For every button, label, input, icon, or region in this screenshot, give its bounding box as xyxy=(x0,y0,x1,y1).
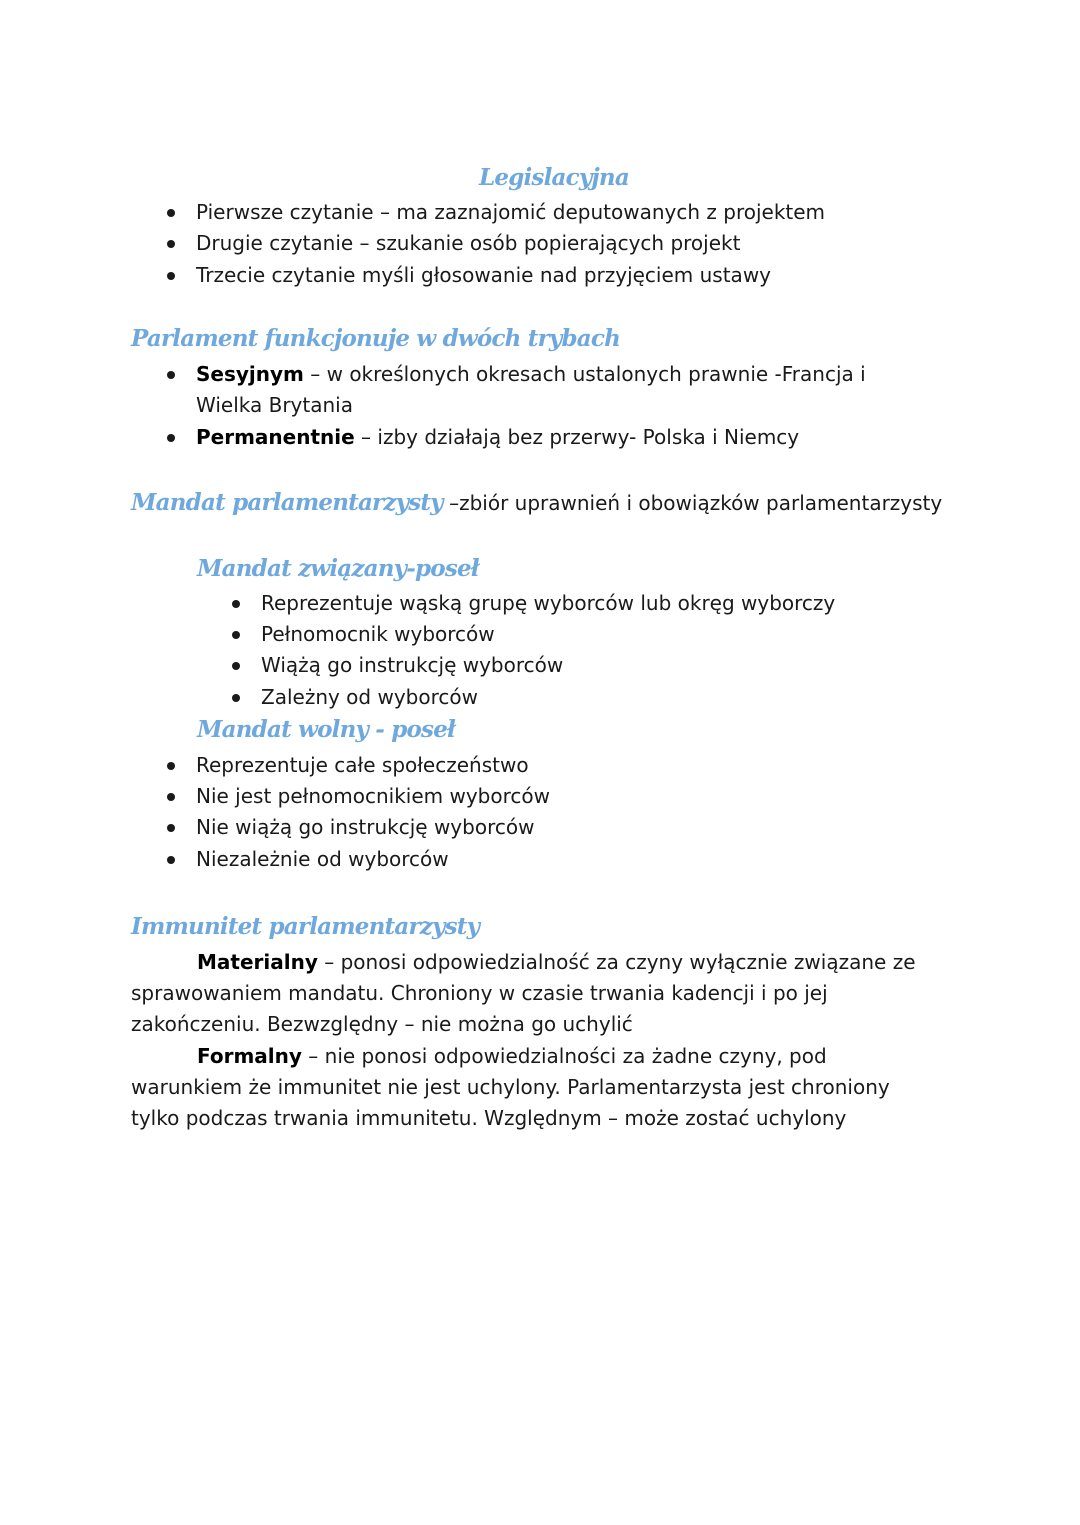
heading-tryby: Parlament funkcjonuje w dwóch trybach xyxy=(131,325,620,352)
list-item: Niezależnie od wyborców xyxy=(196,847,449,871)
bullet-icon xyxy=(167,793,175,801)
term-formalny: Formalny xyxy=(197,1044,302,1068)
heading-mandat: Mandat parlamentarzysty xyxy=(131,489,443,516)
list-item: Nie jest pełnomocnikiem wyborców xyxy=(196,784,550,808)
paragraph-formalny-line: tylko podczas trwania immunitetu. Względnym – może zostać uchylony xyxy=(131,1106,847,1130)
bullet-icon xyxy=(167,272,175,280)
list-item: Reprezentuje wąską grupę wyborców lub okręg wyborczy xyxy=(261,591,836,615)
item-text: – w określonych okresach ustalonych prawnie -Francja i xyxy=(303,362,866,386)
list-item-continuation: Wielka Brytania xyxy=(196,393,353,417)
mandat-definition-text: –zbiór uprawnień i obowiązków parlamentarzysty xyxy=(442,491,943,515)
paragraph-formalny-line: warunkiem że immunitet nie jest uchylony. Parlamentarzysta jest chroniony xyxy=(131,1075,890,1099)
item-text: – izby działają bez przerwy- Polska i Niemcy xyxy=(354,425,800,449)
list-item: Zależny od wyborców xyxy=(261,685,478,709)
bullet-icon xyxy=(167,240,175,248)
heading-legislacyjna: Legislacyjna xyxy=(479,164,629,191)
paragraph-formalny-line xyxy=(197,1041,827,1072)
bullet-icon xyxy=(232,662,240,670)
term-permanentnie: Permanentnie xyxy=(196,425,355,449)
list-item: Pierwsze czytanie – ma zaznajomić deputowanych z projektem xyxy=(196,200,826,224)
paragraph-materialny-line: sprawowaniem mandatu. Chroniony w czasie trwania kadencji i po jej xyxy=(131,981,828,1005)
list-item: Nie wiążą go instrukcję wyborców xyxy=(196,815,535,839)
list-item: Drugie czytanie – szukanie osób popierających projekt xyxy=(196,231,741,255)
term-sesyjnym: Sesyjnym xyxy=(196,362,304,386)
list-item xyxy=(196,422,799,453)
bullet-icon xyxy=(232,694,240,702)
heading-mandat-wolny: Mandat wolny - poseł xyxy=(197,716,456,743)
list-item xyxy=(196,359,866,390)
list-item: Pełnomocnik wyborców xyxy=(261,622,495,646)
paragraph-materialny-line: zakończeniu. Bezwzględny – nie można go uchylić xyxy=(131,1012,633,1036)
bullet-icon xyxy=(232,600,240,608)
bullet-icon xyxy=(232,631,240,639)
paragraph-materialny-line xyxy=(197,947,916,978)
paragraph-text: – nie ponosi odpowiedzialności za żadne czyny, pod xyxy=(301,1044,827,1068)
mandat-definition xyxy=(131,487,942,519)
bullet-icon xyxy=(167,371,175,379)
heading-immunitet: Immunitet parlamentarzysty xyxy=(131,913,480,940)
term-materialny: Materialny xyxy=(197,950,318,974)
bullet-icon xyxy=(167,434,175,442)
list-item: Wiążą go instrukcję wyborców xyxy=(261,653,564,677)
list-item: Trzecie czytanie myśli głosowanie nad przyjęciem ustawy xyxy=(196,263,772,287)
list-item: Reprezentuje całe społeczeństwo xyxy=(196,753,529,777)
paragraph-text: – ponosi odpowiedzialność za czyny wyłącznie związane ze xyxy=(317,950,916,974)
bullet-icon xyxy=(167,762,175,770)
bullet-icon xyxy=(167,209,175,217)
bullet-icon xyxy=(167,856,175,864)
bullet-icon xyxy=(167,824,175,832)
heading-mandat-zwiazany: Mandat związany-poseł xyxy=(197,555,479,582)
